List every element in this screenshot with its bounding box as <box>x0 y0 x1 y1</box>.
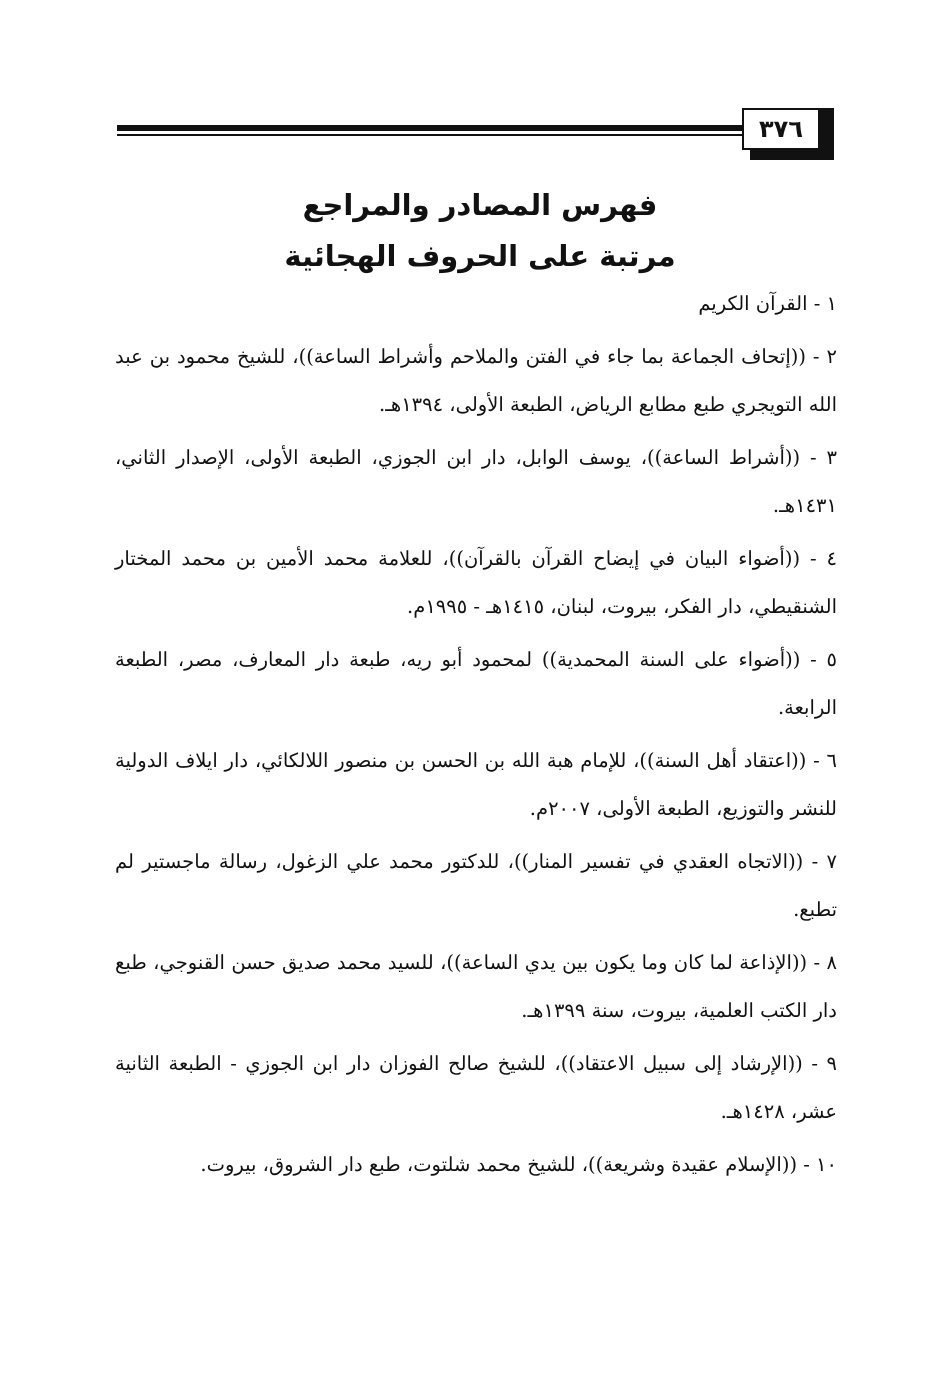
header-thick-line <box>117 125 747 131</box>
bibliography-entry: ٧ - ((الاتجاه العقدي في تفسير المنار))، للدكتور محمد علي الزغول، رسالة ماجستير لم تطبع. <box>115 850 837 921</box>
bibliography-entry: ٩ - ((الإرشاد إلى سبيل الاعتقاد))، للشيخ صالح الفوزان دار ابن الجوزي - الطبعة الثانية عشر، ١٤٢٨هـ. <box>115 1052 837 1123</box>
headings <box>120 180 840 282</box>
header-rule <box>117 123 747 139</box>
bibliography-entry: ١ - القرآن الكريم <box>698 292 837 315</box>
bibliography-entry: ٢ - ((إتحاف الجماعة بما جاء في الفتن والملاحم وأشراط الساعة))، للشيخ محمود بن عبد الله التويجري طبع مطابع الرياض، الطبعة الأولى، ١٣٩٤هـ. <box>115 345 837 416</box>
bibliography-entry: ٣ - ((أشراط الساعة))، يوسف الوابل، دار ابن الجوزي، الطبعة الأولى، الإصدار الثاني، ١٤٣١هـ. <box>115 446 837 517</box>
page-title: فهرس المصادر والمراجع <box>302 188 658 222</box>
page-number: ٣٧٦ <box>742 108 820 150</box>
page-number-shadow-bottom <box>750 150 834 160</box>
bibliography-entry: ٦ - ((اعتقاد أهل السنة))، للإمام هبة الله بن الحسن بن منصور اللالكائي، دار ايلاف الدولية للنشر والتوزيع، الطبعة الأولى، ٢٠٠٧م. <box>115 749 837 820</box>
page-subtitle: مرتبة على الحروف الهجائية <box>284 239 676 273</box>
header-thin-line <box>117 134 747 136</box>
bibliography-entry: ٥ - ((أضواء على السنة المحمدية)) لمحمود أبو ريه، طبعة دار المعارف، مصر، الطبعة الرابعة. <box>115 648 837 719</box>
bibliography-list <box>115 280 837 1194</box>
bibliography-entry: ٤ - ((أضواء البيان في إيضاح القرآن بالقرآن))، للعلامة محمد الأمين بن محمد المختار الشنقيطي، دار الفكر، بيروت، لبنان، ١٤١٥هـ - ١٩٩٥م. <box>115 547 837 618</box>
bibliography-entry: ١٠ - ((الإسلام عقيدة وشريعة))، للشيخ محمد شلتوت، طبع دار الشروق، بيروت. <box>200 1153 837 1176</box>
bibliography-entry: ٨ - ((الإذاعة لما كان وما يكون بين يدي الساعة))، للسيد محمد صديق حسن القنوجي، طبع دار الكتب العلمية، بيروت، سنة ١٣٩٩هـ. <box>115 951 837 1022</box>
